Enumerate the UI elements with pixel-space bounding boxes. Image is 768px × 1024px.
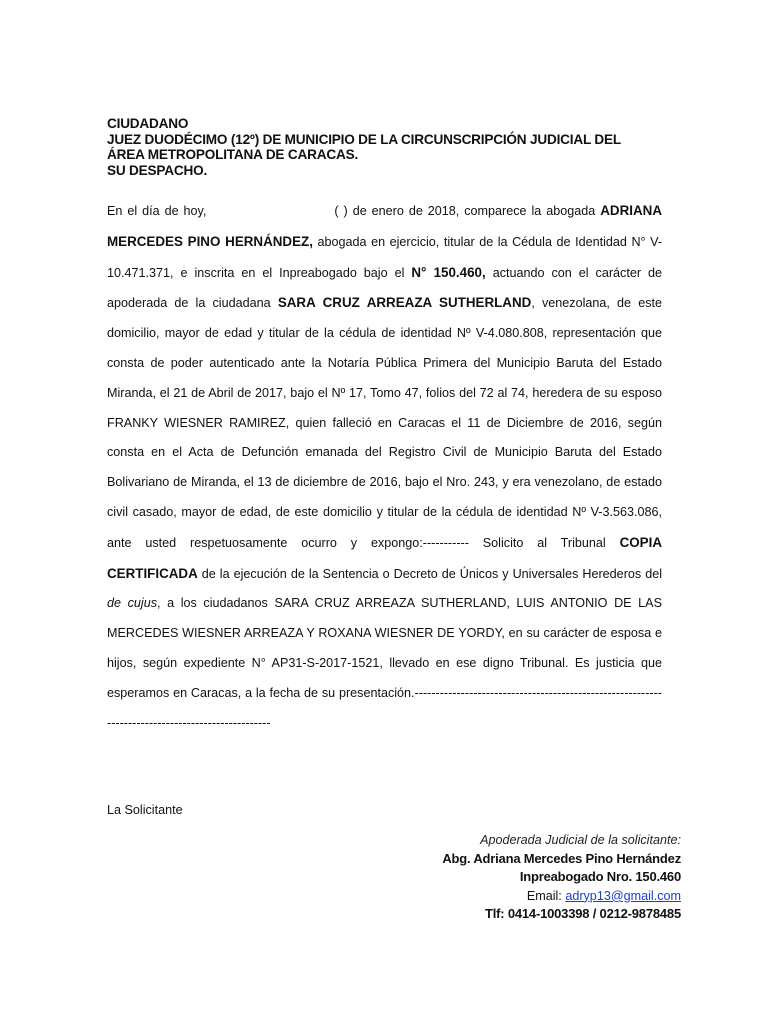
signature-email-line [261,887,681,906]
signature-phones: Tlf: 0414-1003398 / 0212-9878485 [485,906,681,922]
lawyer-name: ADRIANA MERCEDES PINO HERNÁNDEZ, [107,203,663,249]
document-header [107,116,662,178]
body-lawyer-details: abogada en ejercicio, titular de la Cédula de Identidad N° V-10.471.371, e inscrita en el Inpreabogado bajo el [107,234,663,280]
signature-name: Abg. Adriana Mercedes Pino Hernández [442,850,681,866]
header-line-1: CIUDADANO [107,116,189,131]
email-label: Email: [526,888,566,903]
signature-block [261,831,681,924]
body-request-middle: de la ejecución de la Sentencia o Decreto de Únicos y Universales Herederos del [201,566,662,581]
inpre-number: N° 150.460, [411,264,486,280]
body-acting-as: actuando con el carácter de apoderada de la ciudadana [107,265,663,311]
body-client-details: , venezolana, de este domicilio, mayor de edad y titular de la cédula de identidad Nº V-4.080.808, representación que consta de poder autenticado ante la Notaría Pública Primera del Municipio Baruta del Estado Miranda, el 21 de Abril de 2017, bajo el Nº 17, Tomo 47, folios del 72 al 74, heredera de su esposo FRANKY WIESNER RAMIREZ, quien falleció en Caracas el 11 de Diciembre de 2016, según consta en el Acta de Defunción emanada del Registro Civil de Municipio Baruta del Estado Bolivariano de Miranda, el 13 de diciembre de 2016, bajo el Nro. 243, y era venezolano, de estado civil casado, mayor de edad, de este domicilio y titular de la cédula de identidad Nº V-3.563.086, ante usted respetuosamente ocurro y expongo:----------- [107,296,663,550]
signature-role: Apoderada Judicial de la solicitante: [480,833,681,847]
email-link[interactable]: adryp13@gmail.com [565,888,681,903]
copia-certificada: COPIA CERTIFICADA [107,534,663,581]
client-name: SARA CRUZ ARREAZA SUTHERLAND [277,295,532,311]
document-body [107,196,662,738]
body-request-start: Solicito al Tribunal [482,535,606,550]
header-line-4: SU DESPACHO. [107,162,208,178]
body-date-text: ( ) de enero de 2018, comparece la abogada [334,204,596,218]
signature-inpre: Inpreabogado Nro. 150.460 [519,869,681,885]
body-request-end: , a los ciudadanos SARA CRUZ ARREAZA SUTHERLAND, LUIS ANTONIO DE LAS MERCEDES WIESNER ARREAZA Y ROXANA WIESNER DE YORDY, en su carácter de esposa e hijos, según expediente N° AP31-S-2017-1521, llevado en ese digno Tribunal. Es justicia que esperamos en Caracas, a la fecha de su presentación.-------------------------------------------------------------------------------------------------- [107,596,662,730]
header-line-3: ÁREA METROPOLITANA DE CARACAS. [107,147,359,162]
solicitante-label: La Solicitante [107,803,183,817]
body-intro: En el día de hoy, [107,204,207,218]
de-cujus: de cujus [107,596,158,611]
header-line-2: JUEZ DUODÉCIMO (12º) DE MUNICIPIO DE LA CIRCUNSCRIPCIÓN JUDICIAL DEL [107,131,622,147]
